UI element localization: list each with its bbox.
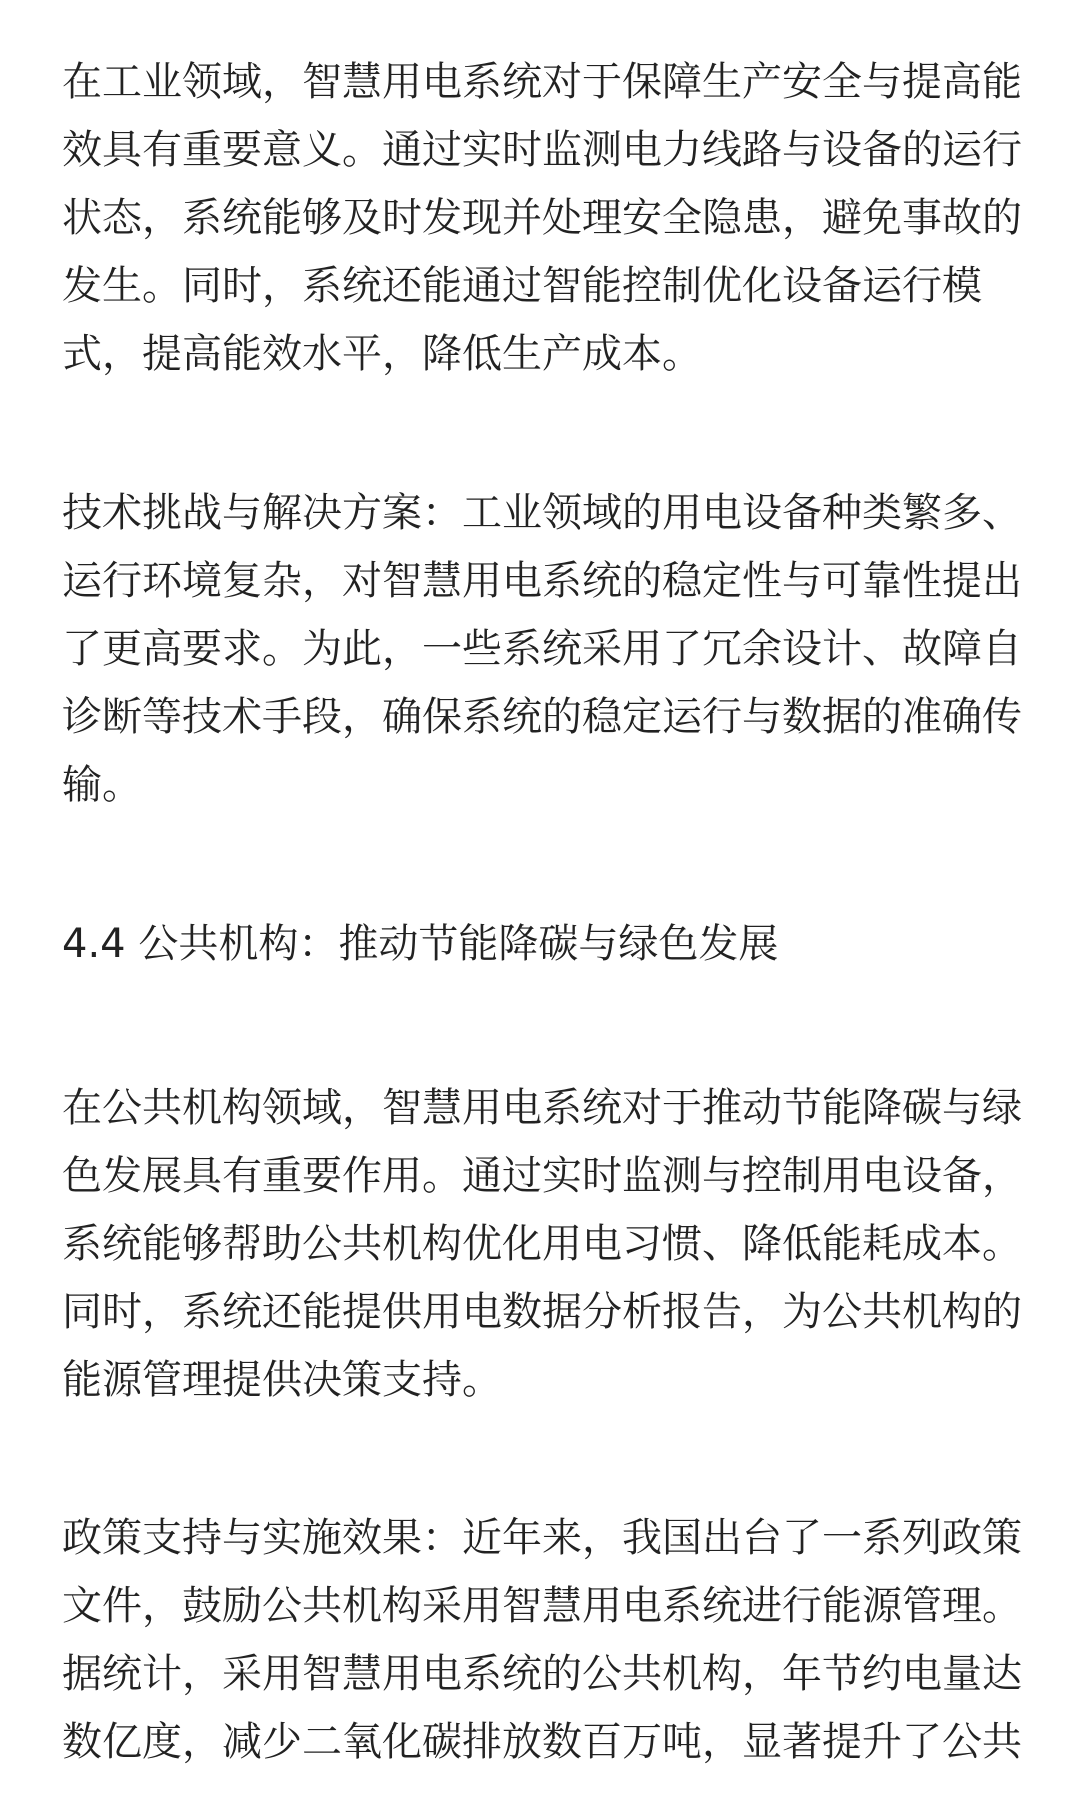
paragraph-line: 在公共机构领域，智慧用电系统对于推动节能降碳与绿 (62, 1085, 1022, 1131)
paragraph-line: 文件，鼓励公共机构采用智慧用电系统进行能源管理。 (62, 1583, 1022, 1629)
paragraph-line: 能源管理提供决策支持。 (62, 1357, 502, 1403)
paragraph-line: 技术挑战与解决方案：工业领域的用电设备种类繁多、 (62, 490, 1022, 536)
paragraph-line: 在工业领域，智慧用电系统对于保障生产安全与提高能 (62, 59, 1022, 105)
paragraph-industrial (62, 48, 1022, 388)
paragraph-line: 输。 (62, 762, 142, 808)
paragraph-line: 政策支持与实施效果：近年来，我国出台了一系列政策 (62, 1515, 1022, 1561)
paragraph-technical-challenges (62, 479, 1022, 819)
paragraph-line: 同时，系统还能提供用电数据分析报告，为公共机构的 (62, 1289, 1022, 1335)
paragraph-public-institutions (62, 1074, 1022, 1414)
article-body (62, 0, 1022, 1800)
paragraph-line: 状态，系统能够及时发现并处理安全隐患，避免事故的 (62, 195, 1022, 241)
paragraph-line: 诊断等技术手段，确保系统的稳定运行与数据的准确传 (62, 694, 1022, 740)
paragraph-line: 式，提高能效水平，降低生产成本。 (62, 331, 702, 377)
paragraph-line: 数亿度，减少二氧化碳排放数百万吨，显著提升了公共 (62, 1719, 1022, 1765)
paragraph-line: 运行环境复杂，对智慧用电系统的稳定性与可靠性提出 (62, 558, 1022, 604)
paragraph-line: 据统计，采用智慧用电系统的公共机构，年节约电量达 (62, 1651, 1022, 1697)
heading-line: 4.4 公共机构：推动节能降碳与绿色发展 (62, 921, 779, 967)
paragraph-line: 系统能够帮助公共机构优化用电习惯、降低能耗成本。 (62, 1221, 1022, 1267)
paragraph-policy-support (62, 1504, 1022, 1776)
paragraph-line: 发生。同时，系统还能通过智能控制优化设备运行模 (62, 263, 982, 309)
paragraph-line: 色发展具有重要作用。通过实时监测与控制用电设备， (62, 1153, 1022, 1199)
paragraph-line: 效具有重要意义。通过实时监测电力线路与设备的运行 (62, 127, 1022, 173)
section-heading (62, 910, 1022, 978)
paragraph-line: 了更高要求。为此，一些系统采用了冗余设计、故障自 (62, 626, 1022, 672)
